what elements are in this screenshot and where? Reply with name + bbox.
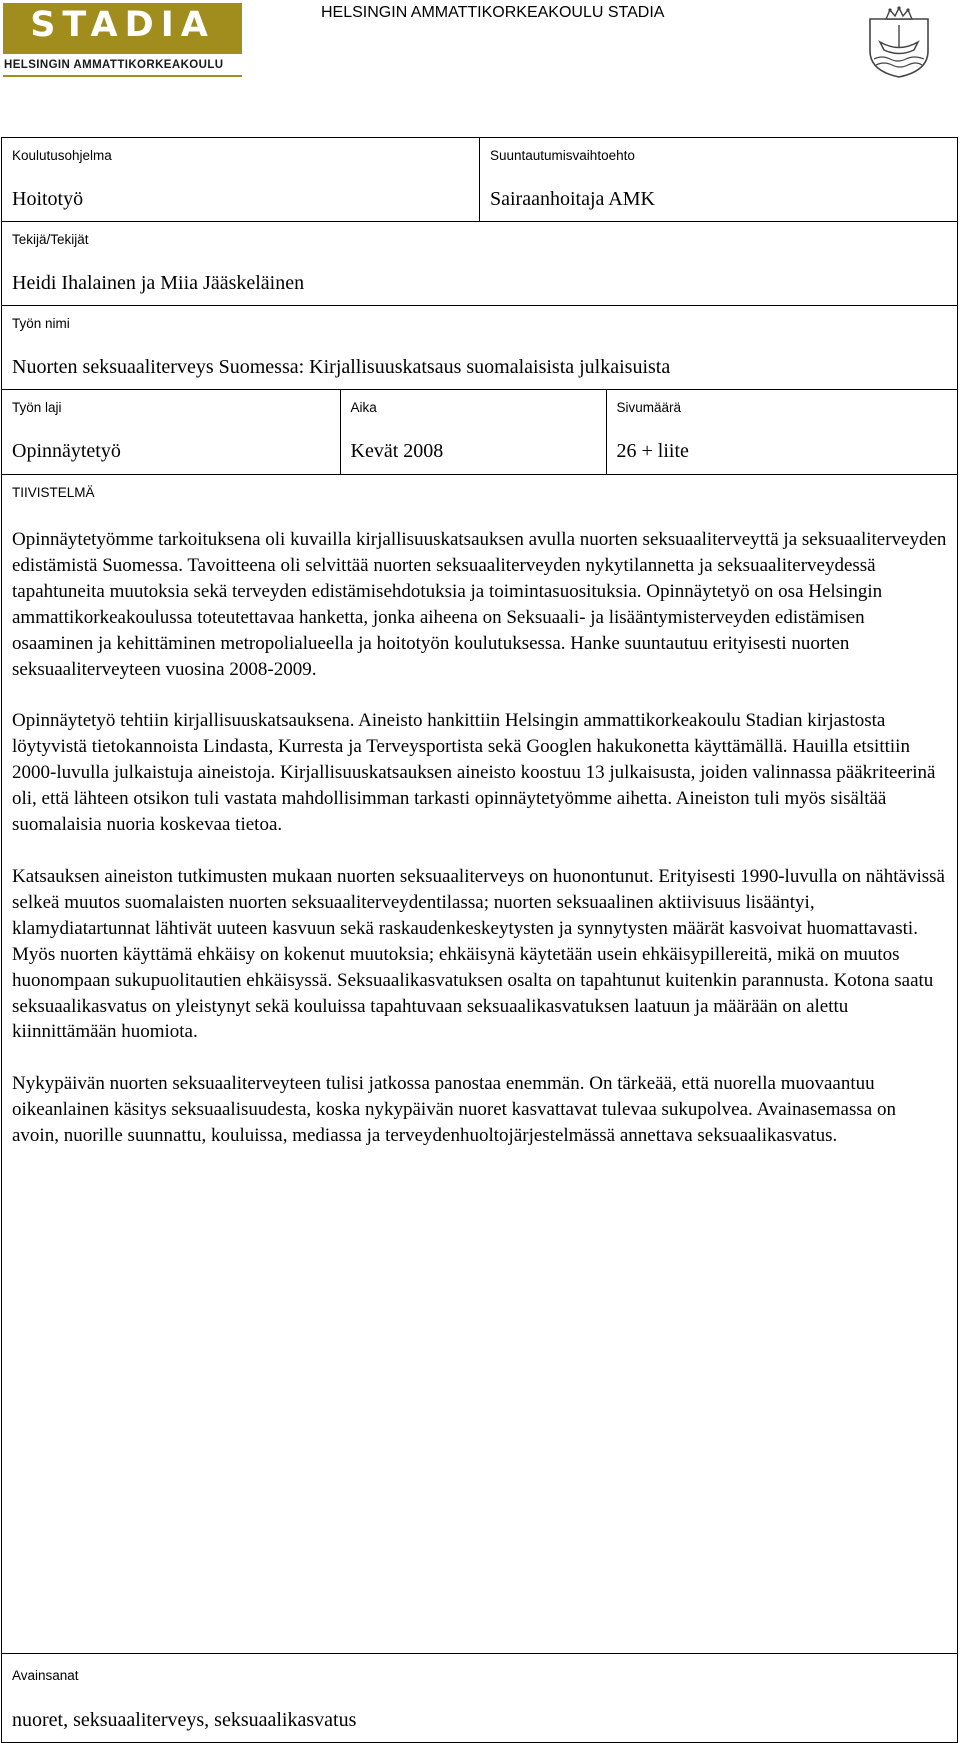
form-row-authors [2,222,958,306]
keywords-label: Avainsanat [12,1668,79,1683]
specialisation-value: Sairaanhoitaja AMK [490,188,655,210]
abstract-paragraph: Opinnäytetyömme tarkoituksena oli kuvailla kirjallisuuskatsauksen avulla nuorten seksuaaliterveyttä ja seksuaaliterveyden edistämistä Suomessa. Tavoitteena oli selvittää nuorten seksuaaliterveyden nykytilannetta ja seksuaaliterveydessä tapahtuneita muutoksia sekä terveyden edistämisehdotuksia ja toimintasuosituksia. Opinnäytetyö on osa Helsingin ammattikorkeakoulussa toteutettavaa hanketta, jonka aiheena on Seksuaali- ja lisääntymisterveyden edistämisen osaaminen ja kehittäminen metropolialueella ja hoitotyön koulutuksessa. Hanke suuntautuu erityisesti nuorten seksuaaliterveyteen vuosina 2008-2009. [12,529,947,680]
logo-rule [3,75,242,77]
form-row-abstract [2,475,958,1654]
abstract-paragraph: Katsauksen aineiston tutkimusten mukaan nuorten seksuaaliterveys on huonontunut. Erityisesti 1990-luvulla on nähtävissä selkeä muutos suomalaisten nuorten seksuaaliterveydentilassa; nuorten seksuaalinen aktiivisuus lisääntyi, klamydiatartunnat lähtivät uuteen kasvuun sekä raskaudenkeskeytysten ja synnytysten määrät kasvoivat huomattavasti. Myös nuorten käyttämä ehkäisy on kokenut muutoksia; ehkäisynä käytetään usein ehkäisypillereitä, mikä on muutos huonompaan sukupuolitautien ehkäisyssä. Seksuaalikasvatuksen osalta on tapahtunut kuitenkin parannusta. Kotona saatu seksuaalikasvatus on yleistynyt sekä kouluissa tapahtuvaan seksuaalikasvatuksen laatuun ja määrään on alettu kiinnittämään huomiota. [12,865,945,1043]
authors-value: Heidi Ihalainen ja Miia Jääskeläinen [12,272,305,294]
type-label: Työn laji [12,400,62,415]
details-subtable [2,390,957,474]
stadia-logo [3,3,243,80]
logo-word: STADIA [30,5,215,45]
pages-value: 26 + liite [616,440,689,462]
abstract-label: TIIVISTELMÄ [12,485,95,500]
keywords-cell [2,1654,958,1743]
programme-label: Koulutusohjelma [12,148,112,163]
title-cell [2,306,958,390]
type-cell [2,390,340,474]
time-cell [340,390,606,474]
logo-subtitle: HELSINGIN AMMATTIKORKEAKOULU [4,59,224,71]
abstract-body [12,527,947,1149]
form-row-keywords [2,1654,958,1743]
programme-cell [2,138,480,222]
thesis-form-table [1,137,958,1743]
authors-cell [2,222,958,306]
logo-box [3,3,242,54]
form-row-details [2,390,958,475]
form-row-programme [2,138,958,222]
pages-cell [606,390,957,474]
time-value: Kevät 2008 [350,440,444,462]
details-cell [2,390,958,475]
type-value: Opinnäytetyö [12,440,121,462]
specialisation-cell [480,138,958,222]
form-row-title [2,306,958,390]
pages-label: Sivumäärä [616,400,682,415]
title-value: Nuorten seksuaaliterveys Suomessa: Kirjallisuuskatsaus suomalaisista julkaisuista [12,356,671,378]
school-name: HELSINGIN AMMATTIKORKEAKOULU STADIA [321,4,665,21]
specialisation-label: Suuntautumisvaihtoehto [490,148,635,163]
abstract-cell [2,475,958,1654]
keywords-value: nuoret, seksuaaliterveys, seksuaalikasvatus [12,1709,357,1731]
abstract-paragraph: Opinnäytetyö tehtiin kirjallisuuskatsauksena. Aineisto hankittiin Helsingin ammattikorkeakoulu Stadian kirjastosta löytyvistä tietokannoista Lindasta, Kurresta ja Terveysportista sekä Googlen hakukonetta käyttämällä. Hauilla etsittiin 2000-luvulla julkaistuja aineistoja. Kirjallisuuskatsauksen aineisto koostuu 13 julkaisusta, joiden valinnassa pääkriteerinä oli, että lähteen otsikon tuli vastata mahdollisimman tarkasti opinnäytetyömme aihetta. Aineiston tuli myös sisältää suomalaisia nuoria koskevaa tietoa. [12,710,936,836]
time-label: Aika [350,400,377,415]
page-header [0,0,960,90]
helsinki-crest-icon [866,5,932,79]
title-label: Työn nimi [12,316,70,331]
programme-value: Hoitotyö [12,188,84,210]
authors-label: Tekijä/Tekijät [12,232,89,247]
abstract-paragraph: Nykypäivän nuorten seksuaaliterveyteen tulisi jatkossa panostaa enemmän. On tärkeää, että nuorella muovaantuu oikeanlainen käsitys seksuaalisuudesta, koska nykypäivän nuoret kasvattavat tulevaa sukupolvea. Avainasemassa on avoin, nuorille suunnattu, kouluissa, mediassa ja terveydenhuoltojärjestelmässä annettava seksuaalikasvatus. [12,1073,896,1147]
